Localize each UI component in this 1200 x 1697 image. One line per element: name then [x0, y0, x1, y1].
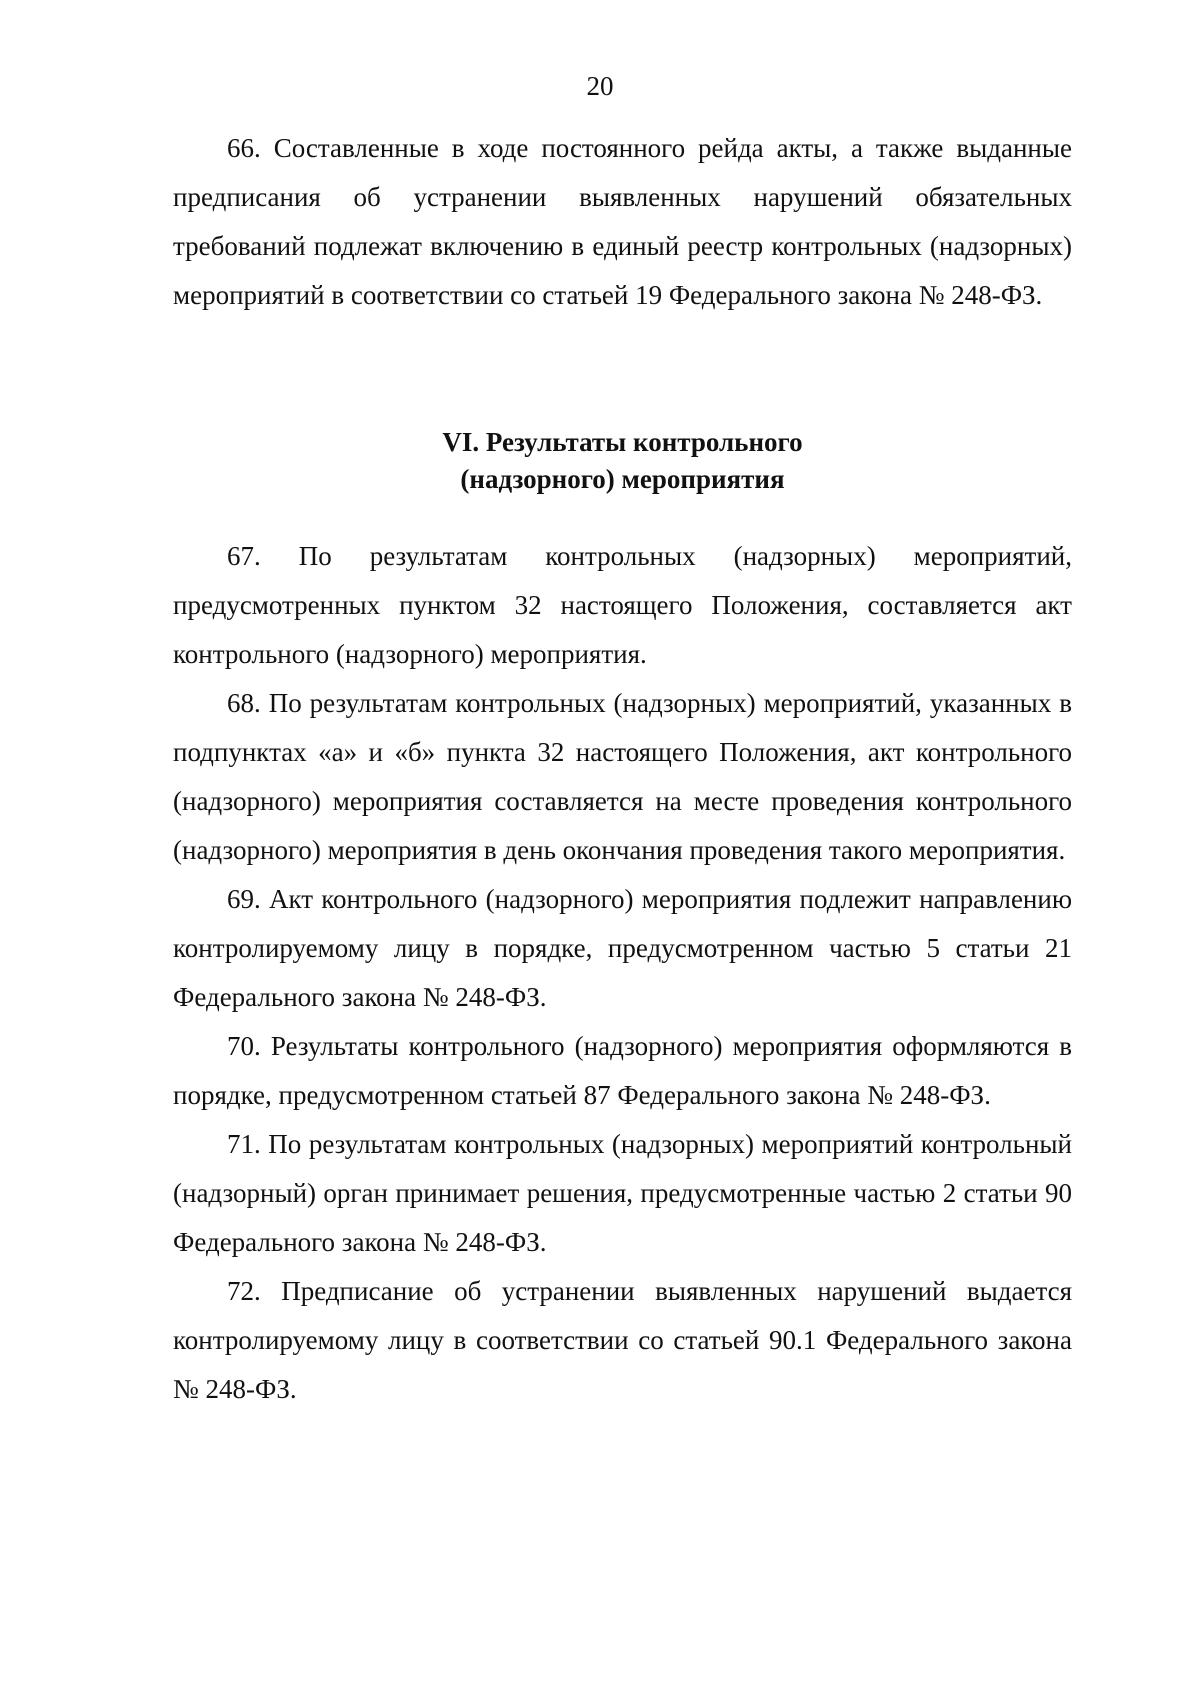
paragraph-67: 67. По результатам контрольных (надзорных) мероприятий, предусмотренных пунктом 32 настоящего Положения, составляется акт контрольного (надзорного) мероприятия. — [173, 541, 1072, 669]
paragraph-68: 68. По результатам контрольных (надзорных) мероприятий, указанных в подпунктах «а» и «б» пункта 32 настоящего Положения, акт контрольного (надзорного) мероприятия составляется на месте проведения контрольного (надзорного) мероприятия в день окончания проведения такого мероприятия. — [173, 688, 1072, 865]
page-number: 20 — [586, 71, 614, 101]
top-text-block — [173, 124, 1072, 320]
paragraph-69: 69. Акт контрольного (надзорного) мероприятия подлежит направлению контролируемому лицу в порядке, предусмотренном частью 5 статьи 21 Федерального закона № 248-ФЗ. — [173, 884, 1072, 1012]
section-heading-line-2: (надзорного) мероприятия — [460, 464, 785, 494]
section-text-block — [173, 532, 1072, 1414]
paragraph-71: 71. По результатам контрольных (надзорных) мероприятий контрольный (надзорный) орган принимает решения, предусмотренные частью 2 статьи 90 Федерального закона № 248-ФЗ. — [173, 1129, 1072, 1257]
paragraph-70: 70. Результаты контрольного (надзорного) мероприятия оформляются в порядке, предусмотренном статьей 87 Федерального закона № 248-ФЗ. — [173, 1031, 1072, 1110]
section-heading — [0, 424, 1200, 498]
paragraph-66: 66. Составленные в ходе постоянного рейда акты, а также выданные предписания об устранении выявленных нарушений обязательных требований подлежат включению в единый реестр контрольных (надзорных) мероприятий в соответствии со статьей 19 Федерального закона № 248-ФЗ. — [173, 133, 1072, 310]
paragraph-72: 72. Предписание об устранении выявленных нарушений выдается контролируемому лицу в соответствии со статьей 90.1 Федерального закона № 248-ФЗ. — [173, 1276, 1072, 1404]
section-heading-line-1: VI. Результаты контрольного — [442, 427, 803, 457]
